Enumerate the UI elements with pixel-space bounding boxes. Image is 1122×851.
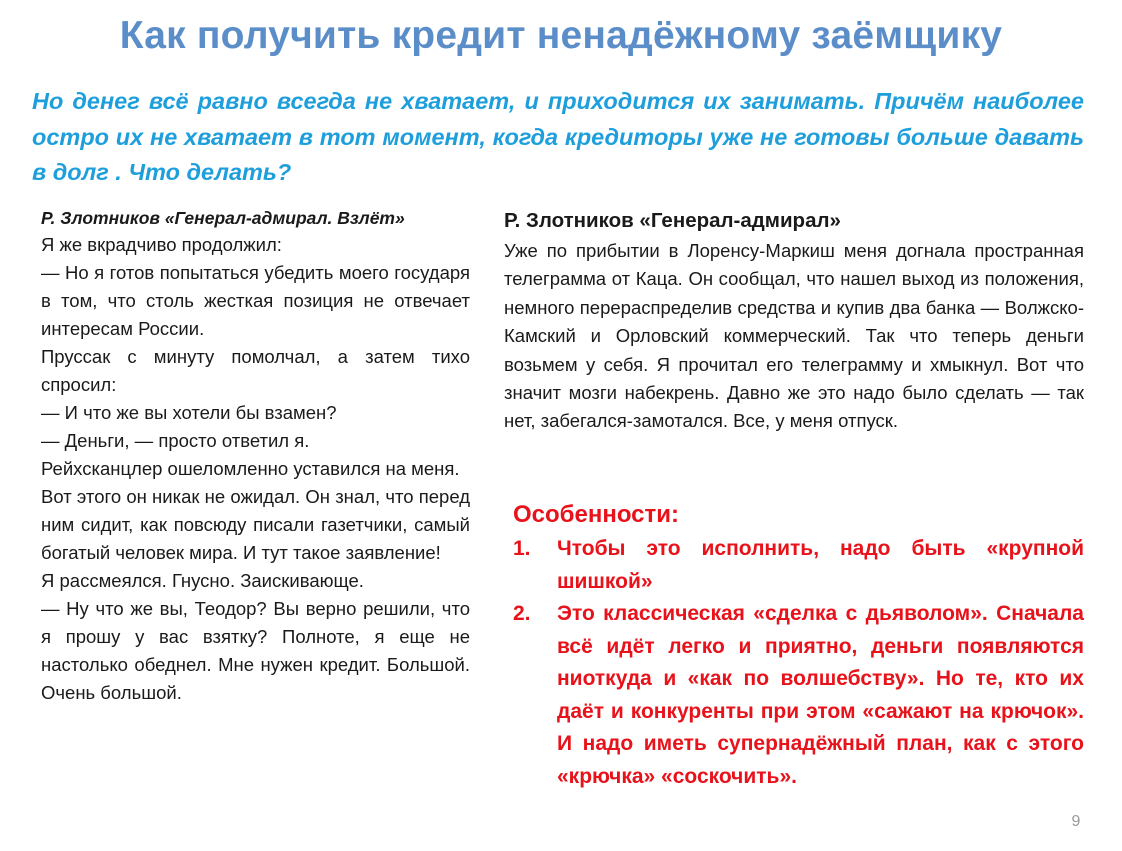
left-quote-paragraph: — Деньги, — просто ответил я. [41, 430, 310, 451]
left-quote-paragraph: — И что же вы хотели бы взамен? [41, 402, 337, 423]
feature-item [513, 533, 1084, 598]
slide-title: Как получить кредит ненадёжному заёмщику [119, 14, 1003, 57]
lead-paragraph: Но денег всё равно всегда не хватает, и приходится их занимать. Причём наиболее остро их не хватает в тот момент, когда кредиторы уже не готовы больше давать в долг . Что делать? [32, 88, 1084, 185]
left-quote-paragraph: Вот этого он никак не ожидал. Он знал, что перед ним сидит, как повсюду писали газетчики, самый богатый человек мира. И тут такое заявление! [41, 486, 470, 563]
features-block [513, 497, 1084, 793]
feature-item [513, 598, 1084, 793]
features-list [513, 533, 1084, 793]
left-quote-column [41, 205, 470, 707]
left-quote-heading: Р. Злотников «Генерал-адмирал. Взлёт» [41, 208, 405, 228]
right-quote-text: Уже по прибытии в Лоренсу-Маркиш меня догнала пространная телеграмма от Каца. Он сообщал, что нашел выход из положения, немного перераспределив средства и купив два банка — Волжско-Камский и Орловский коммерческий. Так что теперь деньги возьмем у себя. Я прочитал его телеграмму и хмыкнул. Вот что значит мозги набекрень. Давно же это надо было сделать — так нет, забегался-замотался. Все, у меня отпуск. [504, 240, 1084, 432]
right-quote-heading: Р. Злотников «Генерал-адмирал» [504, 209, 841, 232]
feature-number: 1. [513, 537, 531, 560]
left-quote-paragraph: — Ну что же вы, Теодор? Вы верно решили, что я прошу у вас взятку? Полноте, я еще не настолько обеднел. Мне нужен кредит. Большой. Очень большой. [41, 598, 470, 703]
left-quote-paragraph: Рейхсканцлер ошеломленно уставился на меня. [41, 458, 460, 479]
left-quote-paragraph: Пруссак с минуту помолчал, а затем тихо спросил: [41, 346, 470, 395]
feature-number: 2. [513, 602, 531, 625]
features-title: Особенности: [513, 501, 680, 528]
left-quote-paragraph: Я же вкрадчиво продолжил: [41, 234, 282, 255]
page-number: 9 [1071, 813, 1081, 830]
feature-text: Это классическая «сделка с дьяволом». Сначала всё идёт легко и приятно, деньги появляются ниоткуда и «как по волшебству». Но те, кто их даёт и конкуренты при этом «сажают на крючок». И надо иметь супернадёжный план, как с этого «крючка» «соскочить». [557, 602, 1084, 788]
left-quote-paragraph: — Но я готов попытаться убедить моего государя в том, что столь жесткая позиция не отвечает интересам России. [41, 262, 470, 339]
feature-text: Чтобы это исполнить, надо быть «крупной шишкой» [557, 537, 1084, 593]
left-quote-paragraph: Я рассмеялся. Гнусно. Заискивающе. [41, 570, 364, 591]
right-quote-column [504, 205, 1084, 436]
